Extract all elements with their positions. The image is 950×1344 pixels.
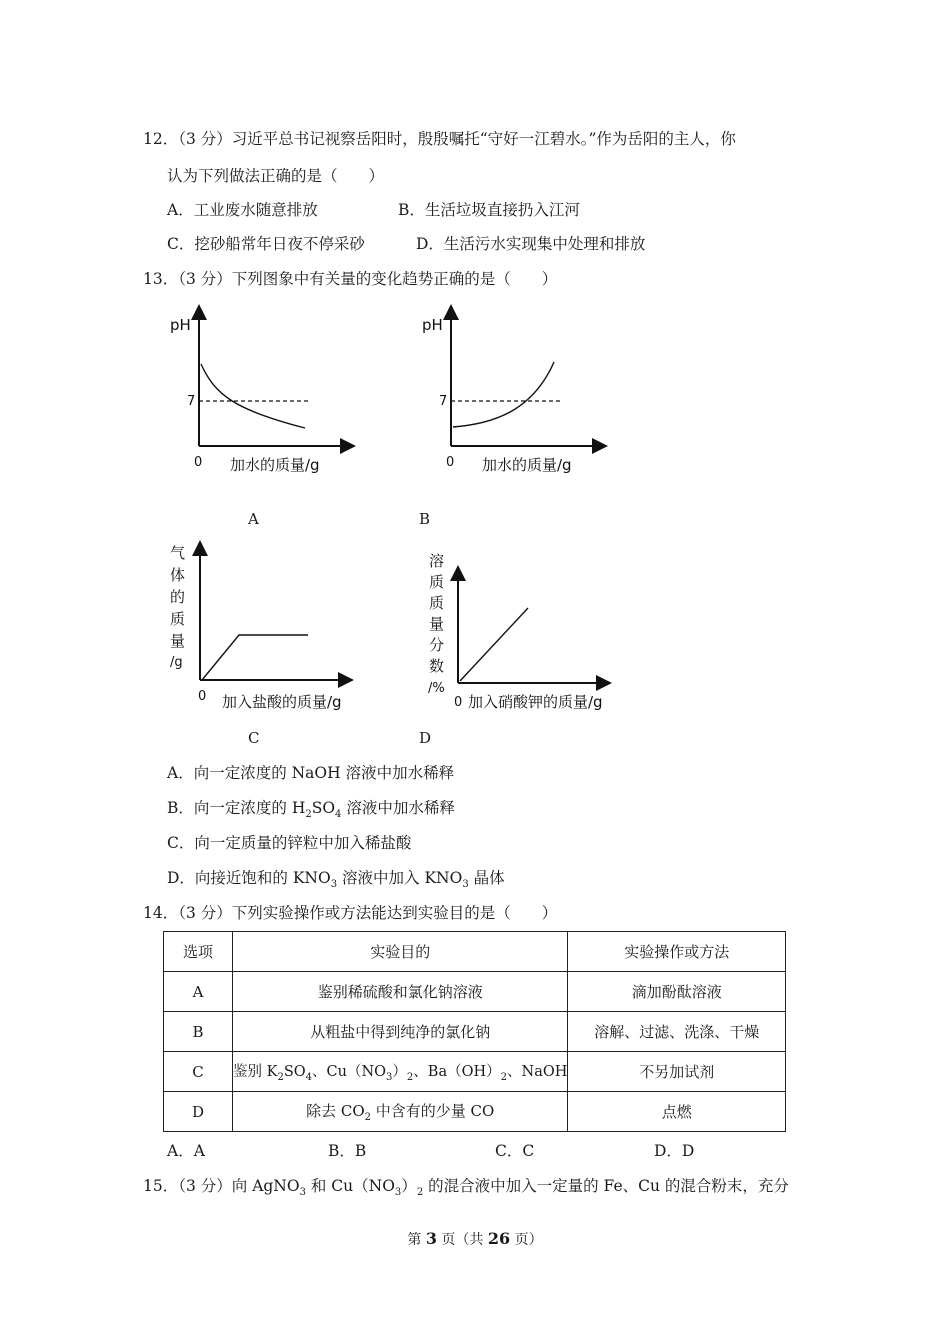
table-cell-method: 滴加酚酞溶液 <box>568 972 786 1012</box>
svg-text:量: 量 <box>429 615 445 633</box>
q12-option-b: B．生活垃圾直接扔入江河 <box>398 201 580 219</box>
table-cell-option: C <box>164 1052 233 1092</box>
figure-label-a: A <box>248 510 259 528</box>
table-cell-option: B <box>164 1012 233 1052</box>
chart-d-ylabel <box>428 552 445 696</box>
chart-b-xlabel: 加水的质量/g <box>482 456 572 474</box>
figure-label-c: C <box>248 729 260 747</box>
svg-text:分: 分 <box>429 636 445 654</box>
chart-a-xlabel: 加水的质量/g <box>230 456 320 474</box>
chart-a-origin: 0 <box>194 455 203 470</box>
chart-d-line <box>460 608 528 681</box>
chart-b-curve <box>453 362 554 427</box>
page-total: 26 <box>487 1229 511 1248</box>
q12-stem-line2: 认为下列做法正确的是（ ） <box>167 167 385 185</box>
chart-a <box>160 300 360 480</box>
chart-d-xlabel: 加入硝酸钾的质量/g <box>468 693 603 711</box>
table-header: 实验目的 <box>233 932 568 972</box>
chart-c-line <box>202 635 308 680</box>
page-number: 3 <box>425 1229 437 1248</box>
chart-b-origin: 0 <box>446 455 455 470</box>
svg-text:量: 量 <box>170 632 186 650</box>
table-cell-option: A <box>164 972 233 1012</box>
chart-c <box>160 540 370 720</box>
table-header: 实验操作或方法 <box>568 932 786 972</box>
table-cell-purpose: 鉴别稀硫酸和氯化钠溶液 <box>233 972 568 1012</box>
q12-option-d: D．生活污水实现集中处理和排放 <box>416 235 646 253</box>
chart-d <box>424 548 634 724</box>
table-cell-purpose: 除去 $CO_2$ 中含有的少量 CO <box>233 1092 568 1132</box>
chart-c-origin: 0 <box>198 689 207 704</box>
q15-stem: 15．（3 分）向 AgNO$_3$ 和 $Cu(NO_3)_2$ 的混合液中加入一定量的 Fe、Cu 的混合粉末，充分 <box>143 1177 789 1199</box>
svg-text:溶: 溶 <box>429 552 445 570</box>
chart-a-ylabel: pH <box>170 316 191 334</box>
table-header-row <box>164 932 786 972</box>
figure-label-d: D <box>419 729 432 747</box>
chart-a-ref-label: 7 <box>187 394 196 409</box>
chart-c-xlabel: 加入盐酸的质量/g <box>222 693 342 711</box>
q14-answer-d: D．D <box>654 1142 695 1160</box>
table-row <box>164 1012 786 1052</box>
chart-b-ylabel: pH <box>422 316 443 334</box>
q14-answer-a: A．A <box>167 1142 205 1160</box>
svg-text:数: 数 <box>429 657 445 675</box>
table-header: 选项 <box>164 932 233 972</box>
table-cell-purpose: 从粗盐中得到纯净的氯化钠 <box>233 1012 568 1052</box>
chart-d-origin: 0 <box>454 695 463 710</box>
svg-text:的: 的 <box>170 588 186 606</box>
table-row <box>164 972 786 1012</box>
svg-text:/g: /g <box>170 655 183 670</box>
table-cell-method: 溶解、过滤、洗涤、干燥 <box>568 1012 786 1052</box>
table-cell-purpose: 鉴别 $K_2SO_4$、$Cu(NO_3)_2$、$Ba(OH)_2$、NaOH <box>233 1052 568 1092</box>
q13-stem: 13．（3 分）下列图象中有关量的变化趋势正确的是（ ） <box>143 270 558 288</box>
chart-c-ylabel <box>170 544 185 670</box>
q14-stem: 14．（3 分）下列实验操作或方法能达到实验目的是（ ） <box>143 904 558 922</box>
svg-text:质: 质 <box>429 573 445 591</box>
figure-label-b: B <box>419 510 431 528</box>
q14-answer-b: B．B <box>328 1142 367 1160</box>
q12-option-a: A．工业废水随意排放 <box>167 201 318 219</box>
q12-stem-line1: 12．（3 分）习近平总书记视察岳阳时，殷殷嘱托“守好一江碧水。”作为岳阳的主人，你 <box>143 130 736 148</box>
table-row <box>164 1052 786 1092</box>
q12-option-c: C．挖砂船常年日夜不停采砂 <box>167 235 365 253</box>
q13-option-b: B．向一定浓度的 $H_2SO_4$ 溶液中加水稀释 <box>167 799 455 821</box>
table-cell-method: 点燃 <box>568 1092 786 1132</box>
svg-text:质: 质 <box>429 594 445 612</box>
page-footer: 第 3 页（共 26 页） <box>407 1229 543 1248</box>
chart-a-curve <box>201 364 305 428</box>
table-cell-method: 不另加试剂 <box>568 1052 786 1092</box>
q14-table <box>163 931 786 1132</box>
chart-b-ref-label: 7 <box>439 394 448 409</box>
table-cell-option: D <box>164 1092 233 1132</box>
svg-text:质: 质 <box>170 610 186 628</box>
svg-text:体: 体 <box>170 566 186 584</box>
q13-option-d: D．向接近饱和的 $KNO_3$ 溶液中加入 $KNO_3$ 晶体 <box>167 869 505 891</box>
svg-text:气: 气 <box>170 544 186 562</box>
svg-text:/%: /% <box>428 681 445 696</box>
q13-option-a: A．向一定浓度的 NaOH 溶液中加水稀释 <box>167 764 455 782</box>
q13-option-c: C．向一定质量的锌粒中加入稀盐酸 <box>167 834 412 852</box>
q14-answer-c: C．C <box>495 1142 535 1160</box>
table-row <box>164 1092 786 1132</box>
chart-b <box>412 300 612 480</box>
